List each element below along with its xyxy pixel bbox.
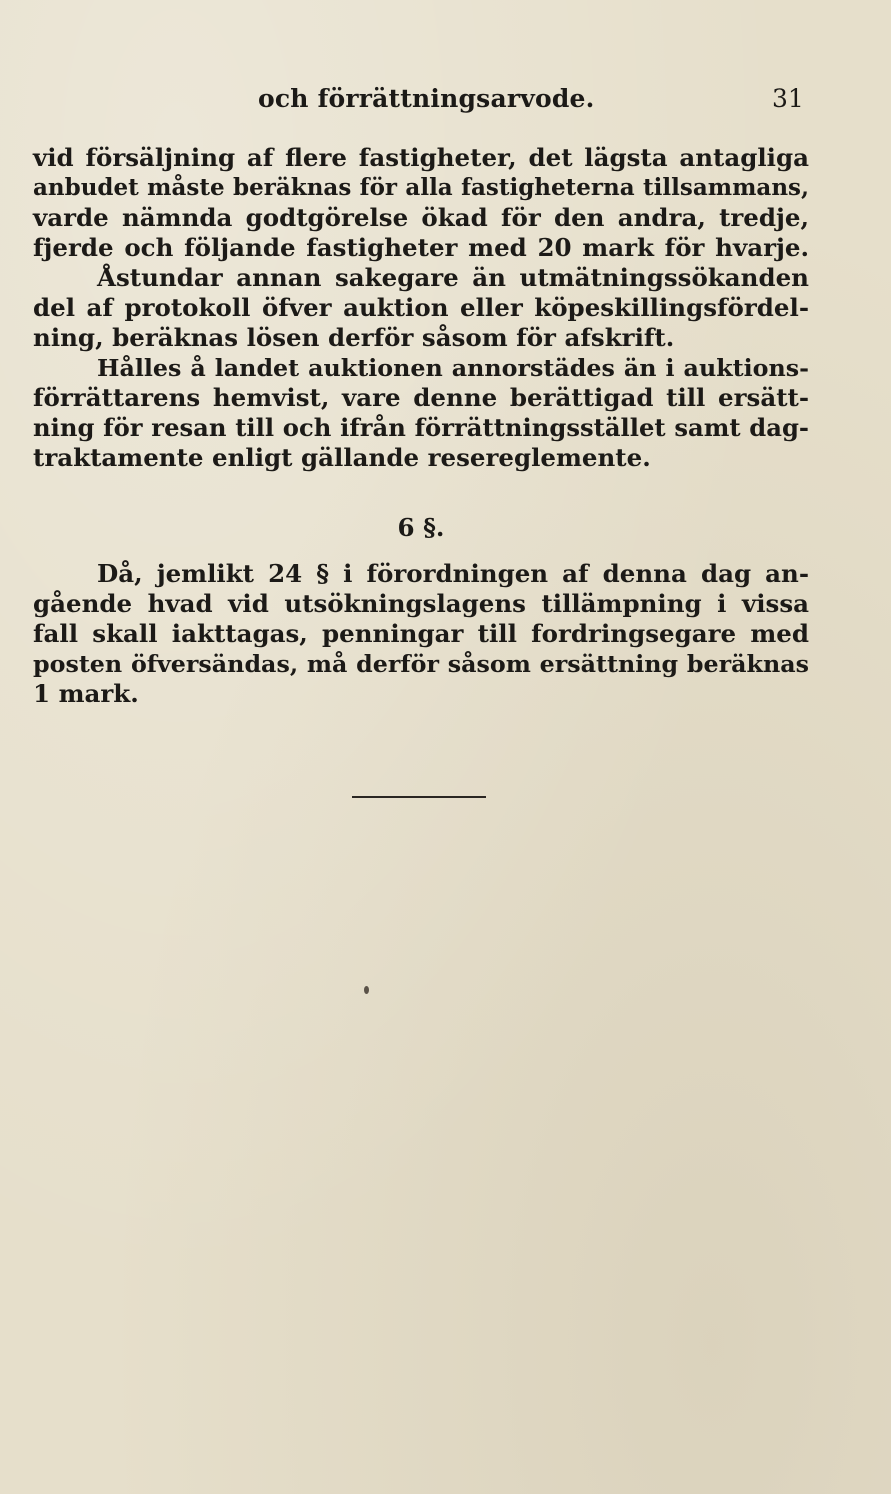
paper-speck (364, 986, 369, 994)
text-line: gående hvad vid utsökningslagens tillämpning i vissa (33, 589, 809, 618)
running-head-title: och förrättningsarvode. (258, 84, 595, 113)
text-line: del af protokoll öfver auktion eller köpeskillingsfördel- (33, 293, 809, 322)
running-head (0, 84, 891, 120)
text-line: 1 mark. (33, 679, 139, 708)
text-line: traktamente enligt gällande resereglemente. (33, 443, 651, 472)
text-line: förrättarens hemvist, vare denne berättigad till ersätt- (33, 383, 809, 412)
text-line: posten öfversändas, må derför såsom ersättning beräknas (33, 650, 809, 678)
page-number: 31 (772, 84, 804, 113)
text-line: varde nämnda godtgörelse ökad för den andra, tredje, (33, 203, 809, 232)
section-heading: 6 §. (397, 513, 445, 542)
text-line: Hålles å landet auktionen annorstädes än i auktions- (97, 354, 809, 382)
end-rule (352, 796, 486, 798)
paragraph-2 (33, 263, 809, 353)
paragraph-3 (33, 353, 809, 473)
body-text (33, 143, 809, 709)
text-line: fjerde och följande fastigheter med 20 mark för hvarje. (33, 233, 809, 262)
text-line: ning för resan till och ifrån förrättningsstället samt dag- (33, 413, 809, 442)
text-line: Då, jemlikt 24 § i förordningen af denna dag an- (97, 559, 809, 588)
text-line: fall skall iakttagas, penningar till fordringsegare med (33, 619, 809, 648)
text-line: Åstundar annan sakegare än utmätningssökanden (97, 263, 809, 292)
text-line: ning, beräknas lösen derför såsom för afskrift. (33, 323, 675, 352)
text-line: anbudet måste beräknas för alla fastigheterna tillsammans, (33, 174, 809, 201)
text-line: vid försäljning af flere fastigheter, det lägsta antagliga (33, 143, 809, 172)
section-paragraph (33, 559, 809, 709)
paragraph-1 (33, 143, 809, 263)
